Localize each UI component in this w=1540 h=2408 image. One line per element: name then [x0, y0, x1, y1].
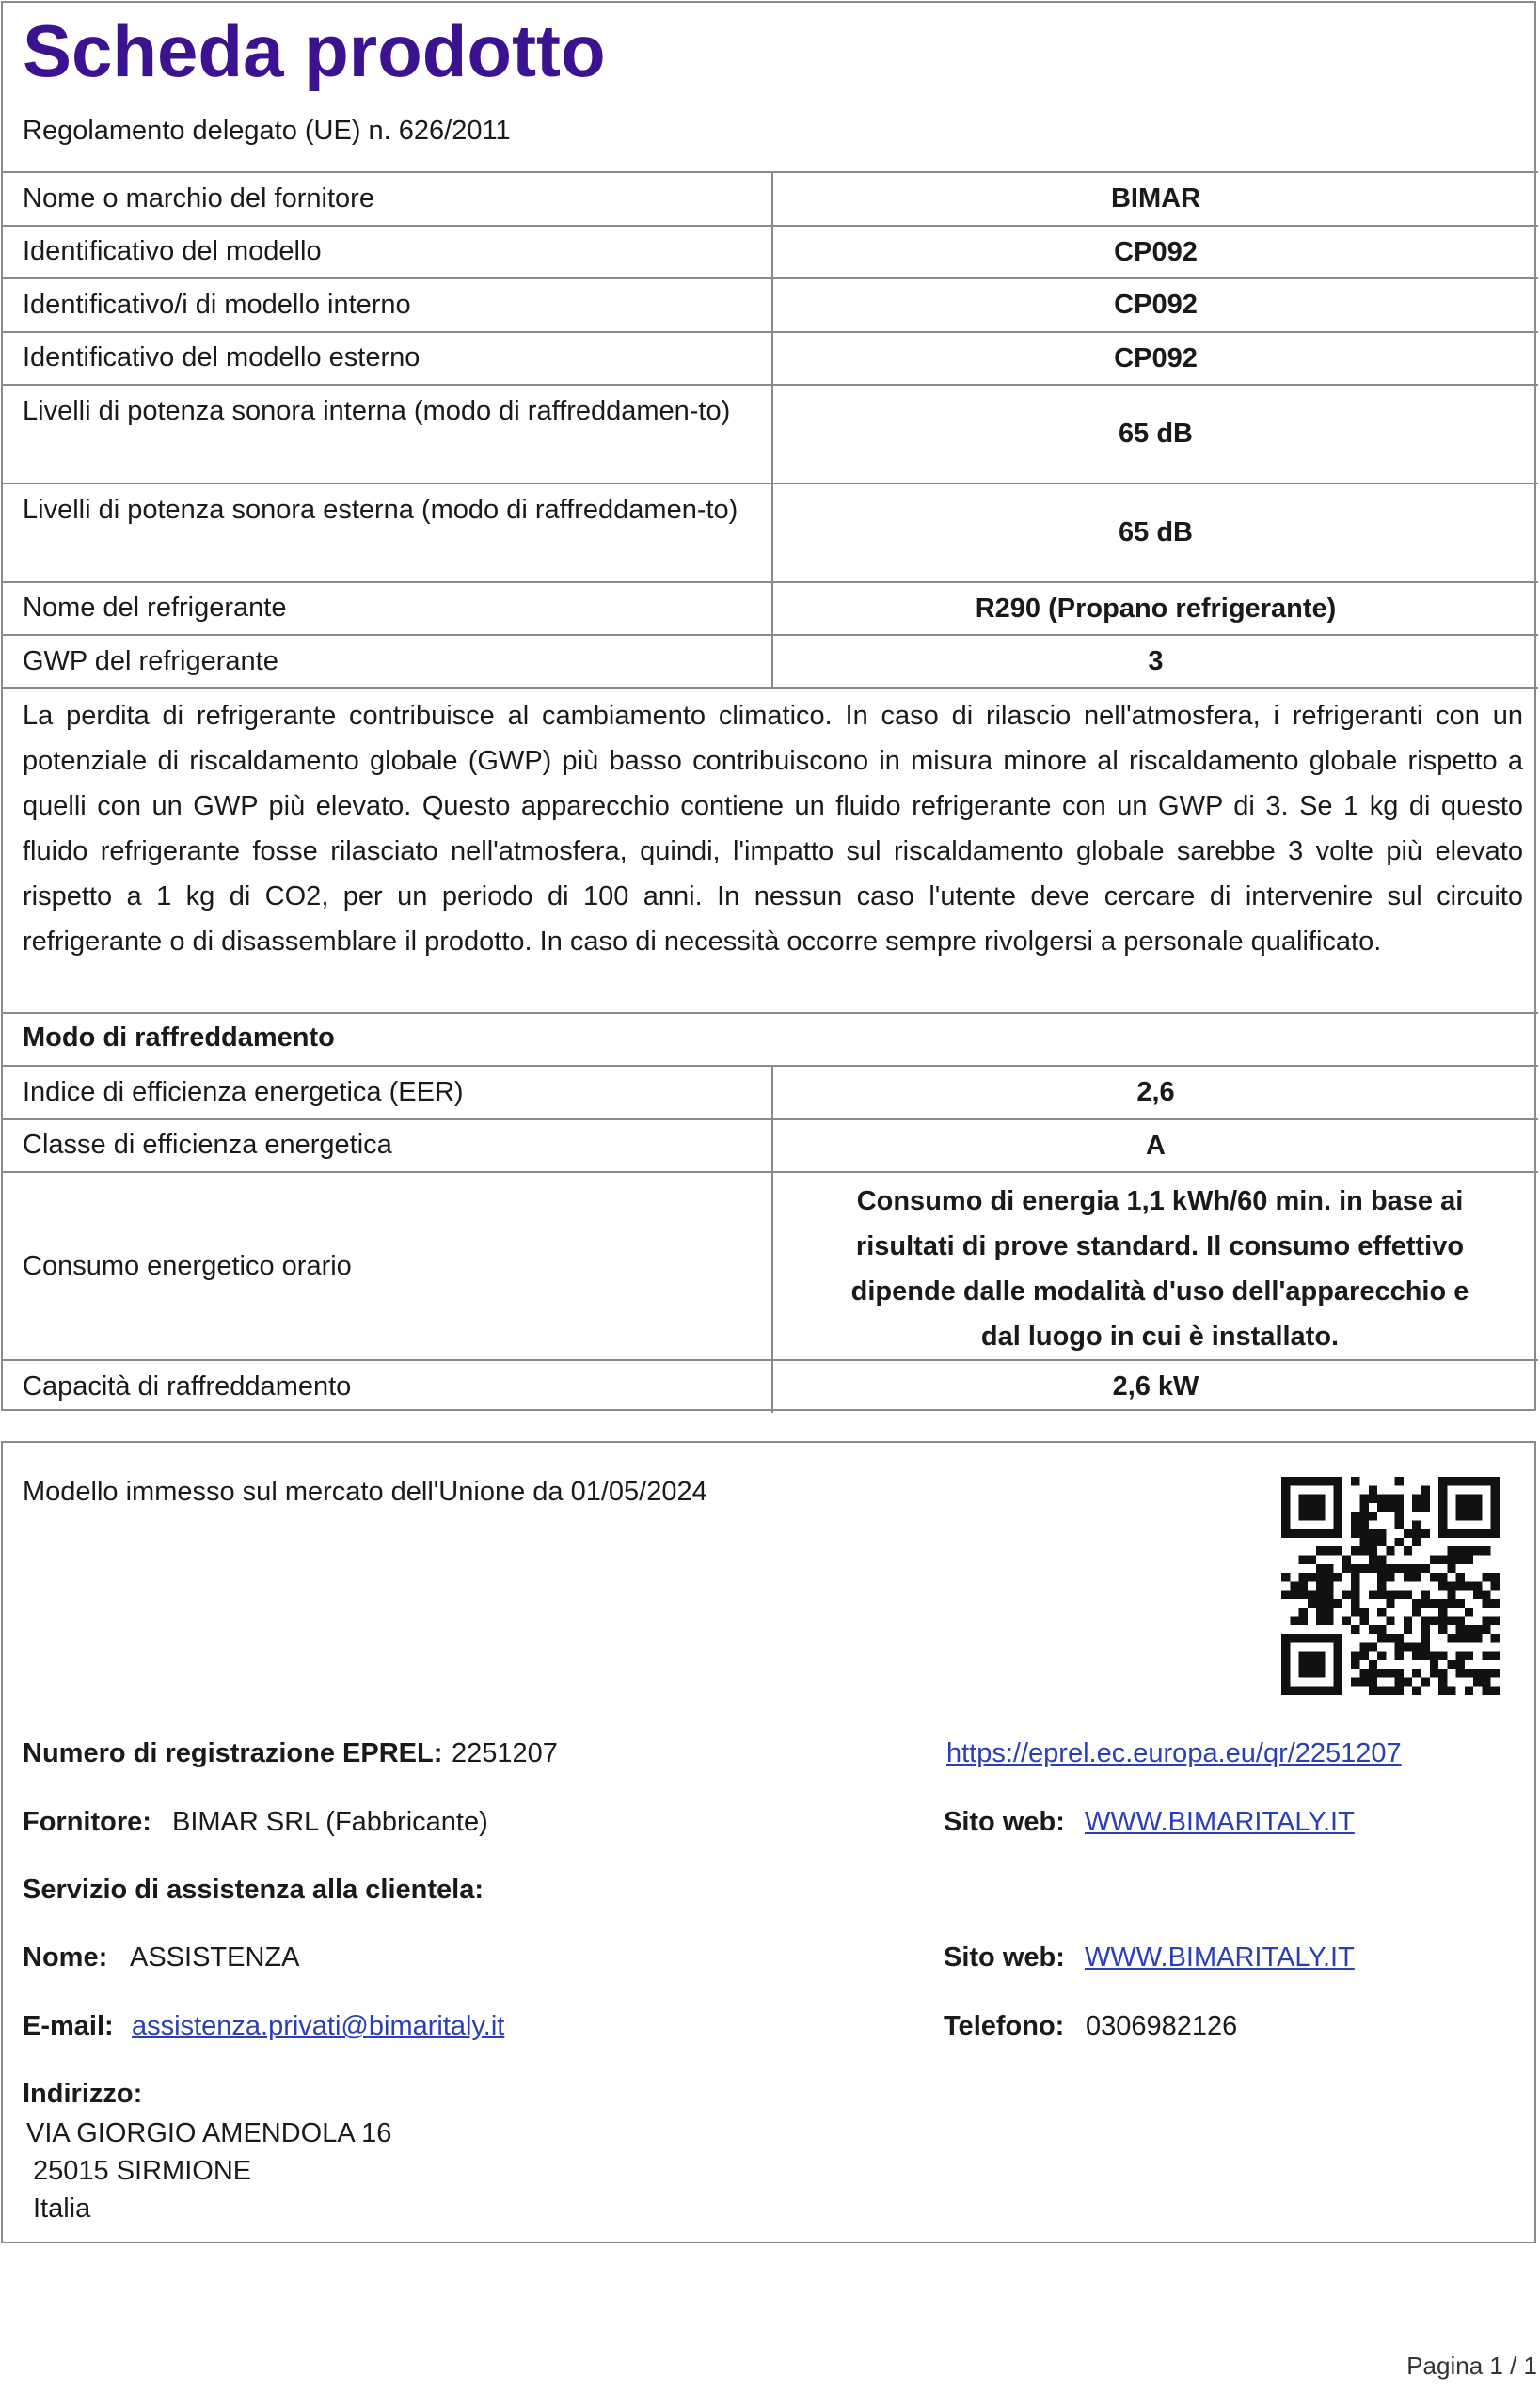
page-indicator: Pagina 1 / 1 [1406, 2352, 1537, 2380]
page-title: Scheda prodotto [23, 9, 606, 92]
supplier-info-box [1, 1441, 1536, 2243]
row-value-cooling-capacity: 2,6 kW [1112, 1371, 1199, 1402]
row-value-gwp: 3 [1148, 645, 1164, 676]
address-label: Indirizzo: [23, 2079, 143, 2109]
phone-label: Telefono: [944, 2011, 1065, 2041]
row-label-supplier: Nome o marchio del fornitore [23, 183, 374, 214]
supplier-label: Fornitore: [23, 1807, 151, 1837]
row-label-internal-model: Identificativo/i di modello interno [23, 290, 411, 320]
phone-value: 0306982126 [1086, 2011, 1238, 2041]
row-label-eer: Indice di efficienza energetica (EER) [23, 1077, 464, 1107]
eprel-number: 2251207 [452, 1738, 558, 1768]
row-value-external-model: CP092 [1114, 342, 1198, 373]
address-line-street: VIA GIORGIO AMENDOLA 16 [26, 2118, 392, 2148]
contact-name-value: ASSISTENZA [130, 1942, 300, 1972]
row-value-indoor-sound: 65 dB [1119, 419, 1193, 449]
row-value-energy-class: A [1146, 1130, 1166, 1161]
row-label-external-model: Identificativo del modello esterno [23, 342, 421, 372]
row-label-indoor-sound: Livelli di potenza sonora interna (modo di raffreddamen-to) [23, 396, 731, 426]
row-label-gwp: GWP del refrigerante [23, 646, 278, 676]
row-value-internal-model: CP092 [1114, 290, 1198, 320]
eprel-label: Numero di registrazione EPREL: [23, 1738, 443, 1768]
row-label-energy-class: Classe di efficienza energetica [23, 1130, 392, 1160]
row-label-hourly-consumption: Consumo energetico orario [23, 1251, 352, 1281]
row-label-model-id: Identificativo del modello [23, 236, 322, 266]
service-website-link[interactable]: WWW.BIMARITALY.IT [1085, 1942, 1355, 1972]
website-label: Sito web: [944, 1807, 1065, 1837]
email-link[interactable]: assistenza.privati@bimaritaly.it [132, 2011, 505, 2041]
row-value-outdoor-sound: 65 dB [1119, 517, 1193, 547]
contact-name-label: Nome: [23, 1942, 108, 1972]
qr-code-icon [1281, 1477, 1500, 1695]
supplier-value: BIMAR SRL (Fabbricante) [172, 1807, 488, 1837]
address-line-city: 25015 SIRMIONE [33, 2156, 252, 2186]
row-value-refrigerant: R290 (Propano refrigerante) [975, 593, 1337, 624]
eprel-link[interactable]: https://eprel.ec.europa.eu/qr/2251207 [946, 1738, 1402, 1768]
row-value-hourly-consumption: Consumo di energia 1,1 kWh/60 min. in base ai risultati di prove standard. Il consumo effettivo dipende dalle modalità d'uso dell'apparecchio e dal luogo in cui è installato. [850, 1186, 1469, 1352]
row-label-refrigerant: Nome del refrigerante [23, 593, 287, 623]
market-date-text: Modello immesso sul mercato dell'Unione da 01/05/2024 [23, 1477, 707, 1507]
row-value-supplier: BIMAR [1110, 183, 1201, 214]
row-value-eer: 2,6 [1136, 1077, 1175, 1107]
row-label-outdoor-sound: Livelli di potenza sonora esterna (modo di raffreddamen-to) [23, 495, 738, 525]
website-link[interactable]: WWW.BIMARITALY.IT [1085, 1807, 1355, 1837]
regulation-subtitle: Regolamento delegato (UE) n. 626/2011 [23, 116, 511, 146]
product-sheet [1, 1, 1536, 1411]
table-divider [3, 1012, 1538, 1014]
email-label: E-mail: [23, 2011, 114, 2041]
address-line-country: Italia [33, 2194, 91, 2224]
cooling-section-heading: Modo di raffreddamento [23, 1022, 335, 1053]
row-value-model-id: CP092 [1114, 236, 1198, 267]
service-website-label: Sito web: [944, 1942, 1065, 1972]
row-label-cooling-capacity: Capacità di raffreddamento [23, 1371, 352, 1402]
customer-service-heading: Servizio di assistenza alla clientela: [23, 1875, 484, 1905]
refrigerant-notice: La perdita di refrigerante contribuisce al cambiamento climatico. In caso di rilascio nell'atmosfera, i refrigeranti con un potenziale di riscaldamento globale (GWP) più basso contribuiscono in misura minore al riscaldamento globale rispetto a quelli con un GWP più elevato. Questo apparecchio contiene un fluido refrigerante con un GWP di 3. Se 1 kg di questo fluido refrigerante fosse rilasciato nell'atmosfera, quindi, l'impatto sul riscaldamento globale sarebbe 3 volte più elevato rispetto a 1 kg di CO2, per un periodo di 100 anni. In nessun caso l'utente deve cercare di intervenire sul circuito refrigerante o di disassemblare il prodotto. In caso di necessità occorre sempre rivolgersi a personale qualificato. [23, 701, 1523, 957]
table-divider [3, 687, 1538, 689]
